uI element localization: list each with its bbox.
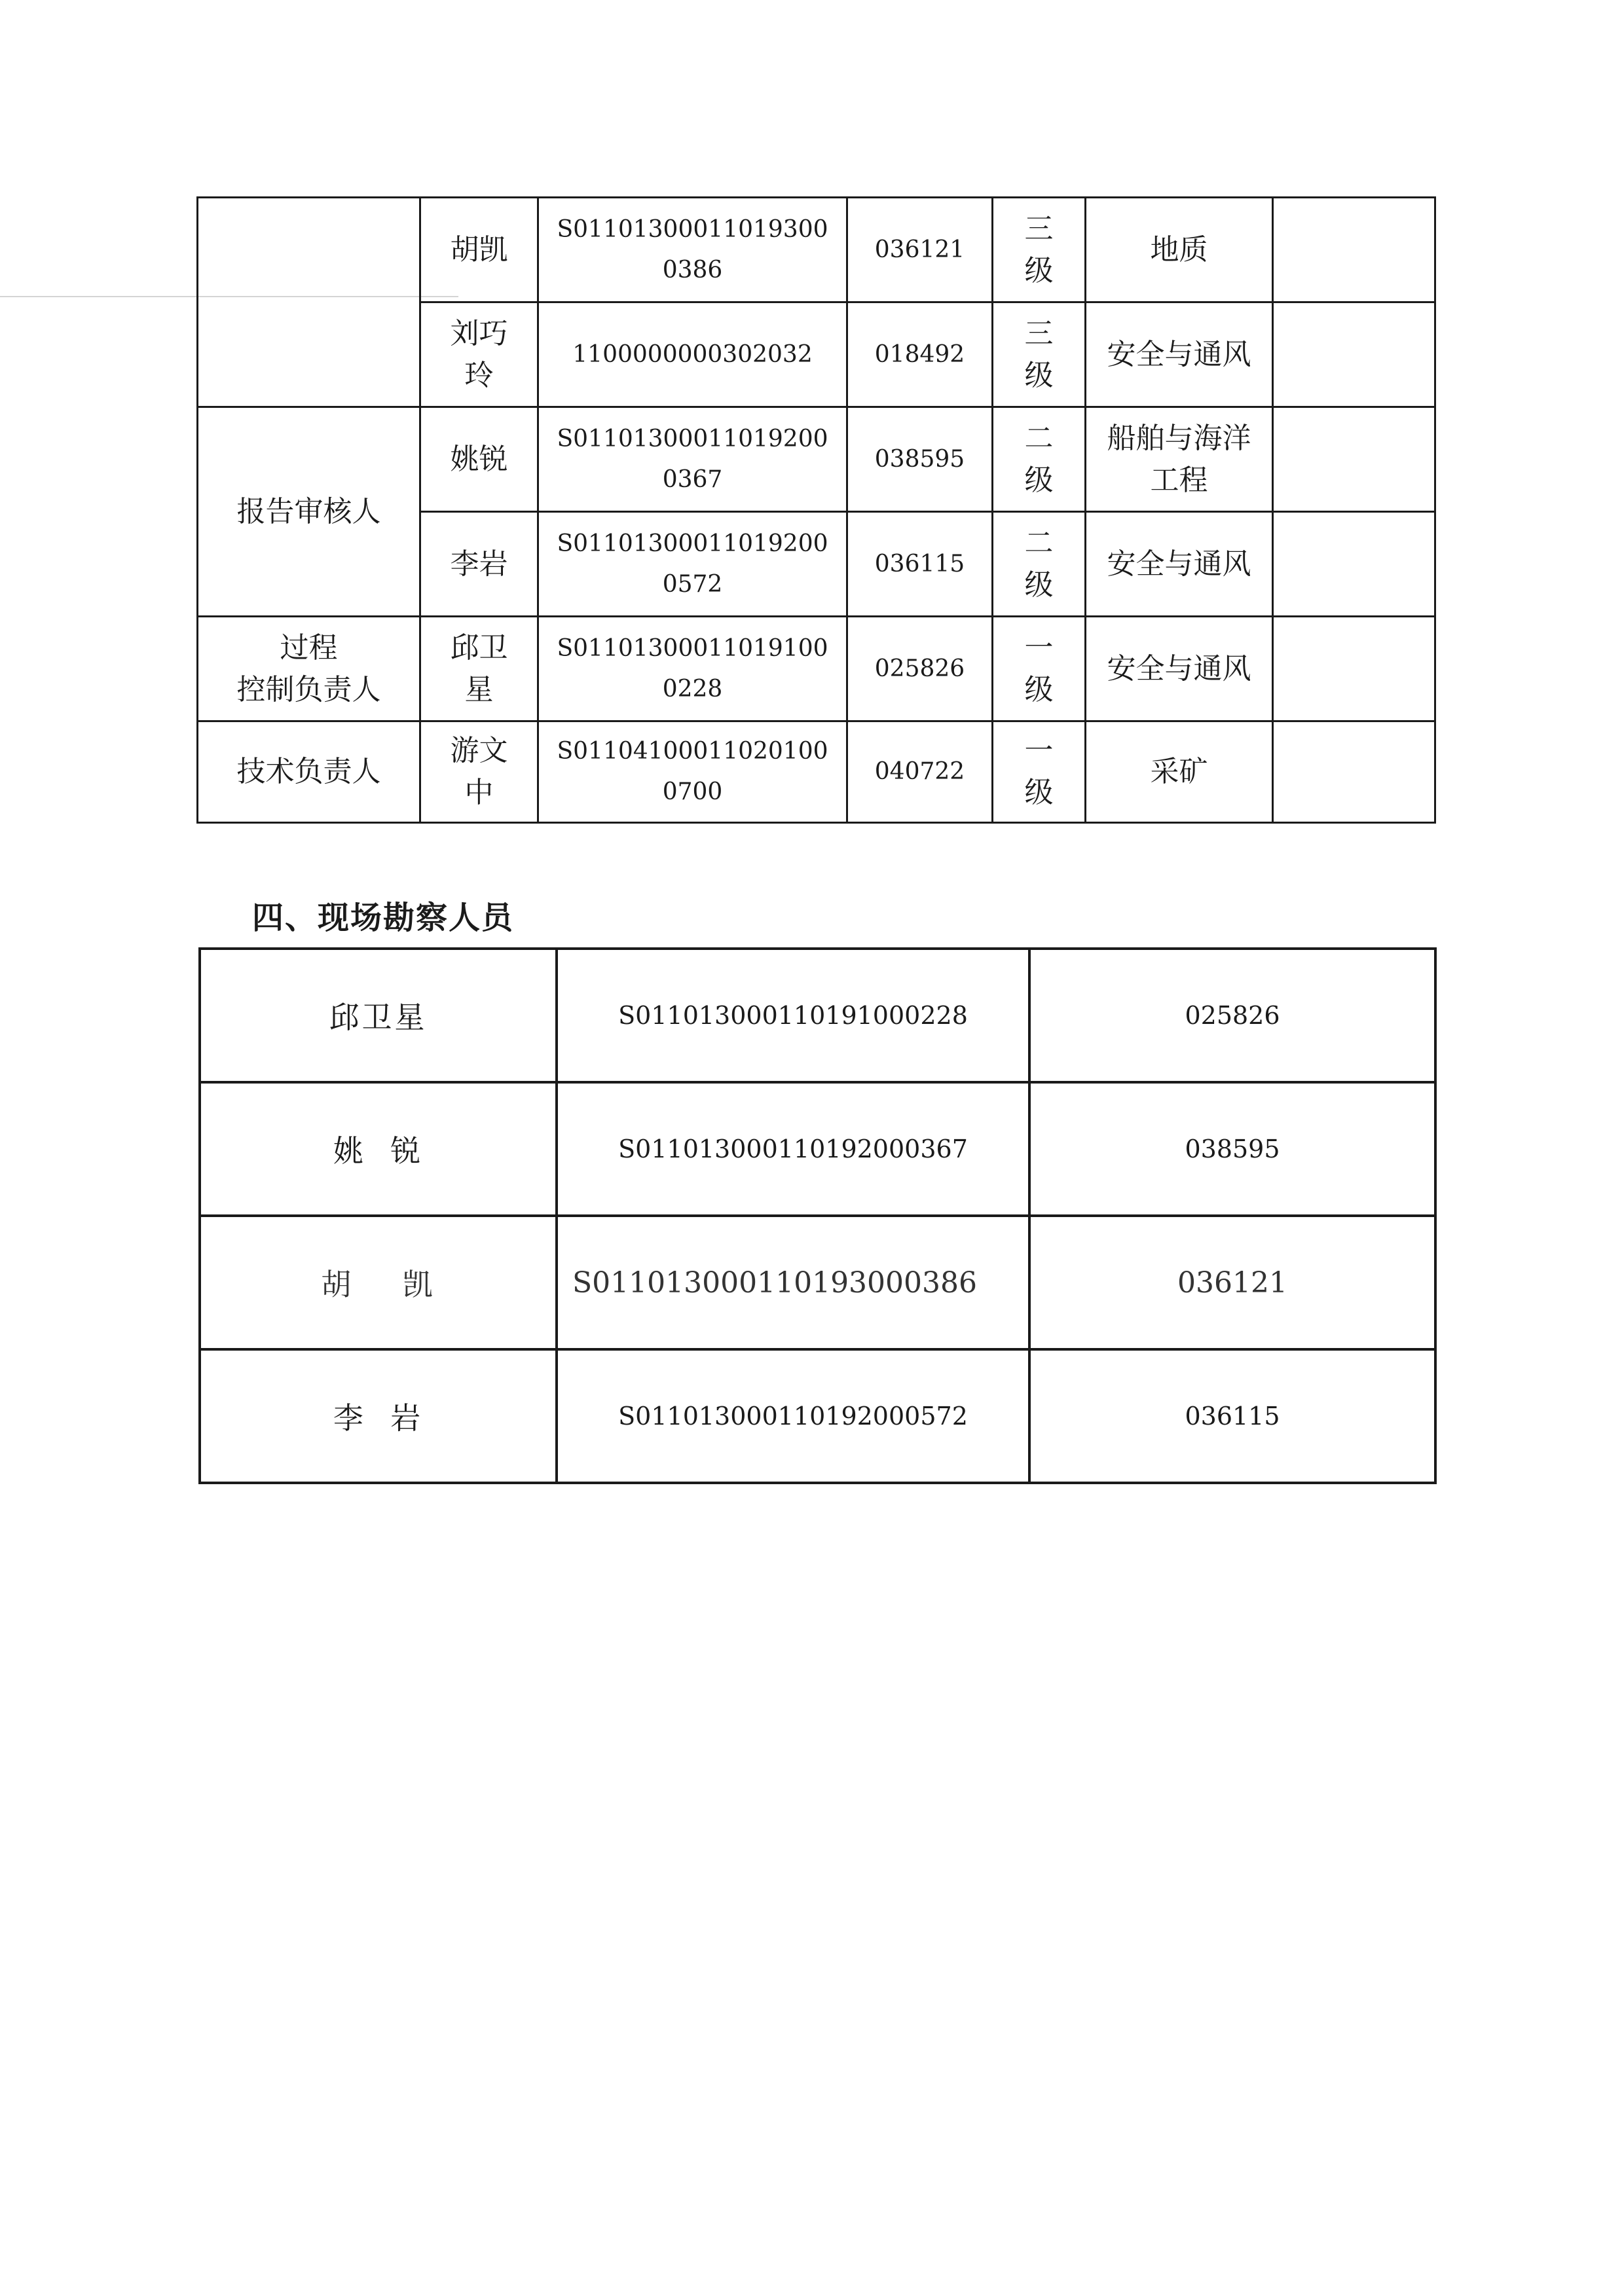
survey-registration-cell: 036121: [1029, 1216, 1435, 1349]
survey-certificate-cell: S011013000110193000386: [557, 1216, 1029, 1349]
major-cell: 船舶与海洋工程: [1086, 407, 1273, 512]
registration-number-cell: 025826: [847, 617, 993, 721]
survey-row: [200, 1082, 1435, 1216]
survey-name-cell: 李 岩: [200, 1349, 557, 1483]
name-cell: 邱卫星: [420, 617, 538, 721]
major-cell: 地质: [1086, 198, 1273, 302]
major-cell: 采矿: [1086, 721, 1273, 823]
role-cell: 报告审核人: [198, 407, 420, 617]
registration-number-cell: 036121: [847, 198, 993, 302]
blank-cell: [1273, 407, 1435, 512]
name-cell: 李岩: [420, 512, 538, 617]
blank-cell: [1273, 512, 1435, 617]
role-cell: 过程 控制负责人: [198, 617, 420, 721]
level-cell: 一级: [993, 721, 1086, 823]
major-cell: 安全与通风: [1086, 617, 1273, 721]
certificate-number-cell: S011013000110192000572: [538, 512, 847, 617]
level-cell: 二级: [993, 512, 1086, 617]
major-cell: 安全与通风: [1086, 512, 1273, 617]
survey-registration-cell: 038595: [1029, 1082, 1435, 1216]
registration-number-cell: 018492: [847, 302, 993, 407]
blank-cell: [1273, 617, 1435, 721]
name-cell: 姚锐: [420, 407, 538, 512]
level-cell: 一级: [993, 617, 1086, 721]
survey-registration-cell: 025826: [1029, 949, 1435, 1082]
name-cell: 胡凯: [420, 198, 538, 302]
survey-certificate-cell: S011013000110192000572: [557, 1349, 1029, 1483]
name-cell: 游文中: [420, 721, 538, 823]
role-cell: [198, 198, 420, 407]
level-cell: 三级: [993, 198, 1086, 302]
major-cell: 安全与通风: [1086, 302, 1273, 407]
certificate-number-cell: S011013000110193000386: [538, 198, 847, 302]
survey-name-cell: 胡 凯: [200, 1216, 557, 1349]
personnel-row: [198, 407, 1435, 512]
survey-registration-cell: 036115: [1029, 1349, 1435, 1483]
personnel-row: [198, 198, 1435, 302]
survey-name-cell: 姚 锐: [200, 1082, 557, 1216]
registration-number-cell: 040722: [847, 721, 993, 823]
certificate-number-cell: 1100000000302032: [538, 302, 847, 407]
survey-row: [200, 1349, 1435, 1483]
survey-row: [200, 1216, 1435, 1349]
survey-certificate-cell: S011013000110192000367: [557, 1082, 1029, 1216]
level-cell: 二级: [993, 407, 1086, 512]
registration-number-cell: 036115: [847, 512, 993, 617]
survey-certificate-cell: S011013000110191000228: [557, 949, 1029, 1082]
personnel-table: [196, 196, 1436, 824]
certificate-number-cell: S011013000110191000228: [538, 617, 847, 721]
blank-cell: [1273, 721, 1435, 823]
role-cell: 技术负责人: [198, 721, 420, 823]
certificate-number-cell: S011041000110201000700: [538, 721, 847, 823]
registration-number-cell: 038595: [847, 407, 993, 512]
personnel-row: [198, 721, 1435, 823]
level-cell: 三级: [993, 302, 1086, 407]
personnel-row: [198, 617, 1435, 721]
survey-name-cell: 邱卫星: [200, 949, 557, 1082]
survey-row: [200, 949, 1435, 1082]
name-cell: 刘巧玲: [420, 302, 538, 407]
site-survey-table: [198, 947, 1437, 1484]
blank-cell: [1273, 302, 1435, 407]
certificate-number-cell: S011013000110192000367: [538, 407, 847, 512]
blank-cell: [1273, 198, 1435, 302]
section-heading: 四、现场勘察人员: [252, 900, 515, 936]
